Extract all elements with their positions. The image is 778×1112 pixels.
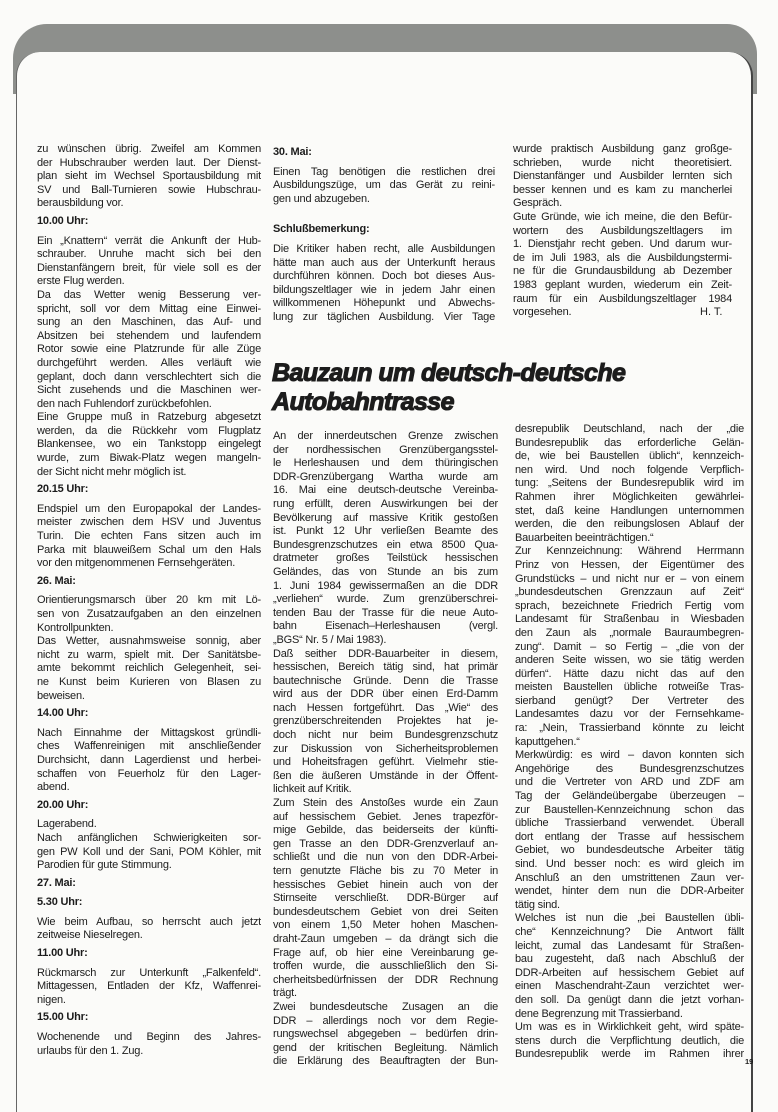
text-line: wird aus der DDR über einen Erd-Damm (273, 688, 498, 701)
text-line: lung zur täglichen Ausbildung. Vier Tage (273, 310, 495, 323)
text-line: Da das Wetter wenig Besserung ver- (37, 288, 261, 301)
paragraph (515, 545, 744, 749)
section-heading: 20.00 Uhr: (37, 798, 89, 811)
text-line: der Sicht nicht mehr möglich ist. (37, 465, 187, 478)
text-line: schrauber. Unruhe macht sich bei den (37, 248, 261, 261)
text-line: von einem 1,50 Meter hohen Maschen- (273, 919, 498, 932)
text-line: Landesamt für Straßenbau in Wiesbaden (515, 613, 744, 626)
text-line: dene Begrenzung mit Trassierband. (515, 1007, 683, 1020)
text-line: Eine Gruppe muß in Ratzeburg abgesetzt (37, 411, 261, 424)
text-line: rungswechsel abgegeben – bedürfen drin- (273, 1028, 498, 1041)
text-line: und die Vertreter von ARD und ZDF am (515, 776, 744, 789)
text-line: Die Kritiker haben recht, alle Ausbildungen (273, 242, 495, 255)
text-line: auf hessischem Gebiet. Jenes trapezför- (273, 810, 498, 823)
text-line: wurde praktisch Ausbildung ganz großge- (513, 143, 732, 155)
text-line: dort entlang der Trasse auf hessischem (515, 830, 744, 843)
text-line: Tag der Geländeübergabe überzeugen – (515, 790, 744, 803)
text-line: Um was es in Wirklichkeit geht, wird späte- (515, 1021, 744, 1034)
text-line: berausbildung vor. (37, 197, 124, 210)
section-heading: Schlußbemerkung: (273, 223, 370, 236)
text-line: Grundstücks – und nicht nur er – von einem (515, 572, 744, 585)
text-line: tenden Bau der Trasse für die neue Auto- (273, 606, 498, 619)
text-line: nen wird. Und noch folgende Verpflich- (515, 463, 744, 476)
text-line: Rahmen ihrer Möglichkeiten gewährlei- (515, 490, 744, 503)
paragraph (37, 967, 261, 1008)
text-line: zu wünschen übrig. Zweifel am Kommen (37, 143, 261, 155)
text-line: Gespräch. (513, 197, 562, 210)
text-line: Prinz von Hessen, der Eigentümer des (515, 558, 744, 571)
text-line: An der innerdeutschen Grenze zwischen (273, 430, 498, 442)
text-line: Frage auf, ob hier eine Vereinbarung ge- (273, 946, 498, 959)
paragraph (37, 503, 261, 571)
text-line: bautechnische Gründe. Denn die Trasse (273, 674, 498, 687)
text-line: mige Gebilde, das beiderseits der künfti- (273, 824, 498, 837)
text-line: meisten Baustellen übliche rotweiße Tras- (515, 681, 744, 694)
text-line: Absitzen bei stehendem und laufendem (37, 329, 261, 342)
text-line: willkommenen Höhepunkt und Abwechs- (273, 297, 495, 310)
paragraph (37, 235, 261, 289)
paragraph (37, 832, 261, 873)
text-line: schrieben, wurde nicht theoretisiert. (513, 156, 732, 169)
text-line: dürfen“. Hätte dazu nicht das auf den (515, 667, 744, 680)
text-line: werden, die den reibungslosen Ablauf der (515, 518, 744, 531)
text-line: Rückmarsch zur Unterkunft „Falkenfeld“. (37, 966, 261, 979)
text-line: Mittagessen, Entladen der Kfz, Waffenrei- (37, 980, 261, 993)
headline-line: Autobahntrasse (272, 388, 454, 416)
text-line: Zum Stein des Anstoßes wurde ein Zaun (273, 797, 498, 810)
right-column-top (513, 143, 732, 320)
text-line: desrepublik Deutschland, nach der „die (515, 423, 744, 435)
paragraph (37, 143, 261, 211)
text-line: zur Baustellen-Kennzeichnung schon das (515, 803, 744, 816)
text-line: plan sieht im Wechsel Sportausbildung mit (37, 170, 261, 183)
text-line: stet, daß keine Handlungen unternommen (515, 504, 744, 517)
text-line: Dienstanfänger und Ausbilder lernten sich (513, 170, 732, 183)
text-line: tätig sind. (515, 898, 560, 911)
text-line: nicht zu warm, spielt mit. Der Sanitätsbe- (37, 648, 261, 661)
text-line: und Hoheitsfragen geführt. Vielmehr stie- (273, 756, 498, 769)
text-line: bahn Eisenach–Herleshausen (vergl. (273, 620, 498, 633)
paragraph (273, 243, 495, 325)
section-heading: 27. Mai: (37, 876, 76, 889)
headline-line: Bauzaun um deutsch-deutsche (272, 359, 626, 387)
text-line: schaffen von Feuerholz für den Lager- (37, 767, 261, 780)
text-line: Rotor sowie eine Platzrunde für alle Züge (37, 343, 261, 356)
text-line: durchführen können. Doch bot dieses Aus- (273, 270, 495, 283)
section-heading: 14.00 Uhr: (37, 707, 89, 720)
text-line: ist. Punkt 12 Uhr verließen Beamte des (273, 525, 498, 538)
text-line: draht-Zaun umgeben – da drängt sich die (273, 932, 498, 945)
text-line: amte bekommt reichlich Gelegenheit, sei- (37, 662, 261, 675)
text-line: Ein „Knattern“ verrät die Ankunft der Hub- (37, 234, 261, 247)
text-line: sprach, bezeichnete Friedrich Fertig vom (515, 599, 744, 612)
text-line: 16. Mai eine deutsch-deutsche Vereinba- (273, 484, 498, 497)
text-line: beweisen. (37, 689, 85, 702)
paragraph (37, 635, 261, 703)
paragraph (515, 1021, 744, 1062)
text-line: sierband genügt? Der Vertreter des (515, 694, 744, 707)
text-line: Bevölkerung auf massive Kritik gestoßen (273, 511, 498, 524)
text-line: Lagerabend. (37, 818, 97, 831)
text-line: DDR-Grenzübergang Wartha wurde am (273, 470, 498, 483)
section-heading: 15.00 Uhr: (37, 1011, 89, 1024)
text-line: der nordhessischen Grenzübergangsstel- (273, 443, 498, 456)
text-line: grenzüberschreitenden Projektes hat je- (273, 715, 498, 728)
author-signature: H. T. (700, 306, 723, 318)
text-line: gend der kritischen Begleitung. Nämlich (273, 1041, 498, 1054)
text-line: urlaubs für den 1. Zug. (37, 1044, 144, 1057)
text-line: nigen. (37, 993, 66, 1006)
text-line: zur Diskussion von Sicherheitsproblemen (273, 742, 498, 755)
text-line: trägt. (273, 987, 297, 1000)
paragraph (37, 818, 261, 832)
text-line: Geländes, das von Stunde an bis zum (273, 565, 498, 578)
text-line: Zur Kennzeichnung: Während Herrmann (515, 545, 744, 558)
text-line: übliche Trassierband verwendet. Überall (515, 817, 744, 830)
text-line: troffen wurde, die ausschließlich den Si- (273, 960, 498, 973)
text-line: besser kennen und es kam zu mancherlei (513, 183, 732, 196)
text-line: hessischen, Bereich tätig sind, hat primär (273, 661, 498, 674)
paragraph (37, 1031, 261, 1058)
text-line: ches Waffenreinigen mit anschließender (37, 740, 261, 753)
text-line: hätte man auch aus der Unterkunft heraus (273, 256, 495, 269)
text-line: ßen die äußeren Umstände in der Öffent- (273, 769, 498, 782)
text-line: leicht, zumal das Landesamt für Straßen- (515, 939, 744, 952)
article-column-right (515, 423, 744, 1062)
text-line: sung an den Maschinen, das Auf- und (37, 316, 261, 329)
text-line: rung erfüllt, deren Auswirkungen bei der (273, 497, 498, 510)
text-line: durchgeführt werden. Alles verläuft wie (37, 356, 261, 369)
text-line: Ausbildungszüge, um das Gerät zu reini- (273, 179, 495, 192)
text-line: tern genutzte Fläche bis zu 70 Meter in (273, 865, 498, 877)
text-line: einen Maschendraht-Zaun verzichtet wer- (515, 980, 744, 993)
text-line: gen und abzugeben. (273, 192, 370, 205)
text-line: Durchsicht, dann Lagerdienst und herbei- (37, 753, 261, 766)
paragraph (515, 423, 744, 545)
text-line: raum für ein Ausbildungszeltlager 1984 (513, 292, 732, 305)
text-line: vorgesehen. (513, 306, 572, 319)
text-line: dratmeter großes Teilstück hessischen (273, 552, 498, 565)
middle-column-top (273, 143, 495, 325)
text-line: tung: „Seitens der Bundesrepublik wird im (515, 477, 744, 490)
text-line: meister zwischen dem HSV und Juventus (37, 516, 261, 529)
text-line: spricht, soll vor dem Mittag eine Einwei- (37, 302, 261, 315)
text-line: anderen Seite wissen, wo sie tätig werden (515, 654, 744, 667)
text-line: Wochenende und Beginn des Jahres- (37, 1031, 261, 1044)
text-line: Bundesgrenzschutzes ein etwa 8500 Qua- (273, 538, 498, 551)
text-line: Merkwürdig: es wird – davon konnten sich (515, 749, 744, 762)
paragraph (37, 411, 261, 479)
text-line: Bundesrepublik das erforderliche Gelän- (515, 436, 744, 449)
text-line: doch nicht nur beim Bundesgrenzschutz (273, 729, 498, 742)
text-line: Kontrollpunkten. (37, 621, 114, 634)
text-line: Stirnseite verschließt. DDR-Bürger auf (273, 892, 498, 905)
paragraph (513, 143, 732, 211)
text-line: bundesdeutschem Gebiet von drei Seiten (273, 905, 498, 918)
text-line: den Zaun als „normale Bauraumbegren- (515, 626, 744, 639)
text-line: abend. (37, 781, 70, 794)
section-heading: 11.00 Uhr: (37, 947, 88, 960)
text-line: wendet, hinter dem nun die DDR-Arbeiter (515, 885, 744, 898)
text-line: Dienstanfängern breit, für viele soll es der (37, 261, 261, 274)
section-heading: 26. Mai: (37, 574, 76, 587)
paragraph (515, 749, 744, 912)
paragraph (273, 430, 498, 648)
paragraph (273, 166, 495, 207)
paragraph (273, 1001, 498, 1069)
text-line: hessisches Gebiet hinein auch von der (273, 878, 498, 891)
text-line: nach Hessen fortgeführt. Das „Wie“ des (273, 701, 498, 714)
text-line: Parka mit blauweißem Schal um den Hals (37, 543, 261, 556)
text-line: kaputtgehen.“ (515, 735, 580, 748)
text-line: lichkeit auf Kritik. (273, 783, 352, 796)
text-line: 1. Juni 1984 gewissermaßen an die DDR (273, 579, 498, 592)
text-line: cherheitsbedürfnissen der DDR Rechnung (273, 973, 498, 986)
text-line: bildungszeltlager wie in jedem Jahr einen (273, 283, 495, 296)
text-line: gen Trasse an den DDR-Grenzverlauf an- (273, 837, 498, 850)
text-line: Nach anfänglichen Schwierigkeiten sor- (37, 831, 261, 844)
text-line: Orientierungsmarsch über 20 km mit Lö- (37, 594, 261, 607)
text-line: Blankensee, wo ein Tankstopp eingelegt (37, 438, 261, 451)
text-line: Gebiet, wo bundesdeutsche Arbeiter tätig (515, 844, 744, 857)
text-line: den nach Fuhlendorf zurückbefohlen. (37, 397, 212, 410)
text-line: Welches ist nun die „bei Baustellen übli- (515, 912, 744, 925)
section-heading: 30. Mai: (273, 146, 312, 158)
text-line: erste Flug werden. (37, 275, 125, 288)
paragraph (273, 648, 498, 798)
section-heading: 20.15 Uhr: (37, 483, 89, 496)
text-line: schließt und die nun von den DDR-Arbei- (273, 851, 498, 864)
paragraph (37, 289, 261, 411)
text-line: de, wie bei Baustellen üblich“, kennzeich- (515, 450, 744, 463)
text-line: DDR-Arbeiten auf hessischem Gebiet auf (515, 966, 744, 979)
paragraph (37, 727, 261, 795)
text-line: den soll. Da genügt dann die jetzt vorhan- (515, 993, 744, 1006)
text-line: sen von Zusatzaufgaben an den einzelnen (37, 608, 261, 620)
text-line: ra: „Nein, Trassierband könnte zu leicht (515, 722, 744, 735)
text-line: Nach Einnahme der Mittagskost gründli- (37, 726, 261, 739)
page-number: 19 (745, 1057, 754, 1066)
paragraph (37, 916, 261, 943)
text-line: Turin. Die echten Fans sitzen auch im (37, 530, 261, 543)
text-line: SV und Ball-Turnieren sowie Hubschrau- (37, 183, 261, 196)
text-line: Wie beim Aufbau, so herrscht auch jetzt (37, 915, 261, 928)
section-heading: 5.30 Uhr: (37, 896, 83, 909)
text-line: 1. Dienstjahr recht geben. Und darum wur- (513, 238, 732, 251)
text-line: wurde, zum Biwak-Platz wegen mangeln- (37, 452, 261, 465)
text-line: werden, da die Rückkehr vom Flugplatz (37, 424, 261, 437)
text-line: vor den mitgenommenen Fernsehgeräten. (37, 557, 236, 570)
article-column-middle (273, 430, 498, 1069)
paragraph (513, 211, 732, 320)
text-line: ne für die Grundausbildung ab Dezember (513, 265, 732, 278)
text-line: der Hubschrauber werden laut. Der Dienst- (37, 156, 261, 169)
paragraph (37, 594, 261, 635)
text-line: „verliehen“ wurde. Zum grenzüberschrei- (273, 593, 498, 606)
text-line: 1983 geplant wurden, wiederum ein Zeit- (513, 278, 732, 291)
text-line: Zwei bundesdeutsche Zusagen an die (273, 1000, 498, 1013)
text-line: Anschluß an den umstrittenen Zaun ver- (515, 871, 744, 884)
text-line: Bauarbeiten beeinträchtigen.“ (515, 531, 654, 544)
text-line: die Erklärung des Beauftragten der Bun- (273, 1055, 498, 1068)
text-line: sind. Und besser noch: es wird gleich im (515, 858, 744, 870)
text-line: Sicht zusehends und die Maschinen wer- (37, 384, 261, 397)
text-line: ne Kunst beim Kurieren von Blasen zu (37, 675, 261, 688)
text-line: Endspiel um den Europapokal der Landes- (37, 502, 261, 515)
text-line: Landesamtes dazu vor der Fernsehkame- (515, 708, 744, 721)
text-line: Parodien für gute Stimmung. (37, 859, 172, 872)
left-column (37, 143, 261, 1058)
text-line: Gute Gründe, wie ich meine, die den Befür- (513, 210, 732, 223)
text-line: gen PW Koll und der Sani, POM Köhler, mit (37, 845, 261, 858)
section-heading: 10.00 Uhr: (37, 214, 89, 227)
text-line: stens durch die Verpflichtung deutlich, die (515, 1034, 744, 1047)
text-line: wortern des Ausbildungszeltlagers im (513, 224, 732, 237)
paragraph (515, 912, 744, 1021)
text-line: Angehörige des Bundesgrenzschutzes (515, 762, 744, 775)
text-line: Einen Tag benötigen die restlichen drei (273, 165, 495, 178)
text-line: le Herleshausen und dem thüringischen (273, 457, 498, 470)
text-line: zeitweise Nieselregen. (37, 929, 143, 942)
text-line: che“ Kennzeichnung? Die Antwort fällt (515, 925, 744, 938)
text-line: DDR – allerdings noch vor dem Regie- (273, 1014, 498, 1027)
text-line: zung“. Damit – so Fertig – „die von der (515, 640, 744, 653)
text-line: „BGS“ Nr. 5 / Mai 1983). (273, 633, 387, 646)
text-line: de im Juli 1983, als die Ausbildungstermi- (513, 251, 732, 264)
text-line: Daß seither DDR-Bauarbeiter in diesem, (273, 647, 498, 660)
text-line: Bundesrepublik werde im Rahmen ihrer (515, 1048, 744, 1061)
text-line: „bundesdeutschen Grenzzaun auf Zeit“ (515, 586, 744, 599)
article-headline (272, 359, 625, 417)
text-line: bau zugesteht, daß nach Abschluß der (515, 953, 744, 966)
paragraph (273, 797, 498, 1001)
text-line: geplant, doch dann verschlechtert sich die (37, 370, 261, 383)
text-line: Das Wetter, ausnahmsweise sonnig, aber (37, 635, 261, 648)
